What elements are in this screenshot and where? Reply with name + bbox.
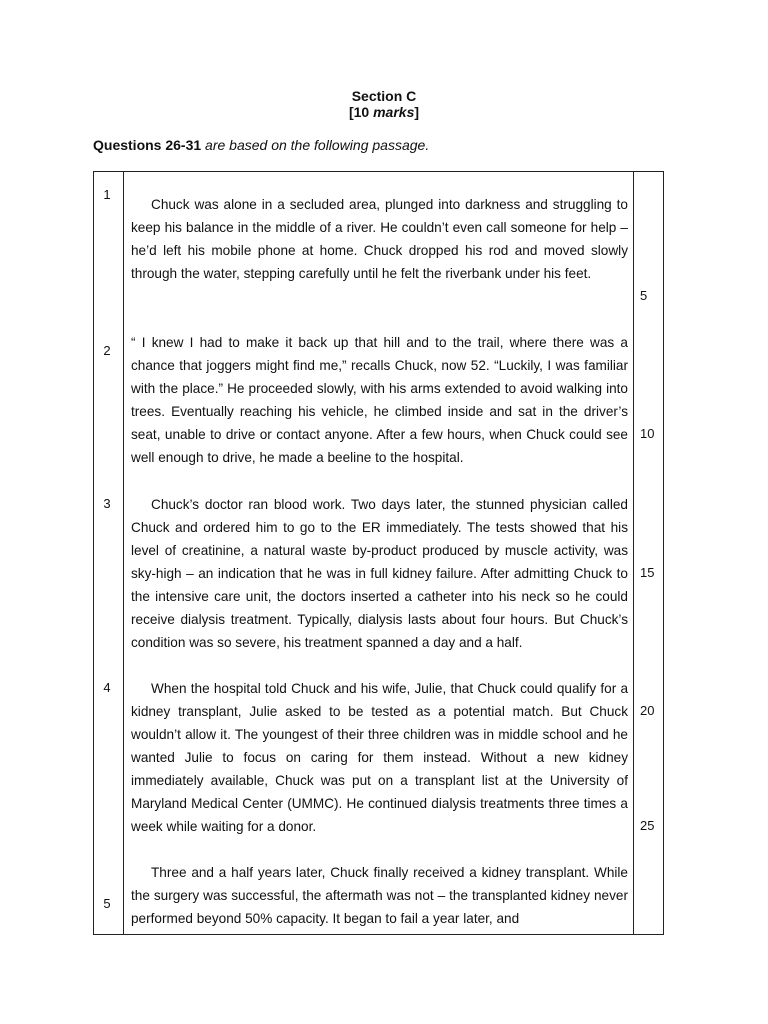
questions-range: Questions 26-31 — [93, 137, 202, 153]
passage-paragraph — [131, 193, 628, 285]
paragraph-text: Three and a half years later, Chuck finally received a kidney transplant. While the surgery was successful, the aftermath was not – the transplanted kidney never performed beyond 50% capacity. It began to fail a year later, and — [131, 865, 628, 926]
line-number: 10 — [640, 426, 655, 441]
paragraph-number: 1 — [103, 187, 111, 202]
line-number: 15 — [640, 565, 655, 580]
paragraph-number: 4 — [103, 680, 111, 695]
paragraph-text: When the hospital told Chuck and his wife, Julie, that Chuck could qualify for a kidney transplant, Julie asked to be tested as a potential match. But Chuck wouldn’t allow it. The youngest of their three children was in middle school and he wanted Julie to focus on caring for them instead. Without a new kidney immediately available, Chuck was put on a transplant list at the University of Maryland Medical Center (UMMC). He continued dialysis treatments three times a week while waiting for a donor. — [131, 681, 628, 834]
paragraph-text: “ I knew I had to make it back up that hill and to the trail, where there was a chance that joggers might find me,” recalls Chuck, now 52. “Luckily, I was familiar with the place.” He proceeded slowly, with his arms extended to avoid walking into trees. Eventually reaching his vehicle, he climbed inside and sat in the driver’s seat, unable to drive or contact anyone. After a few hours, when Chuck could see well enough to drive, he made a beeline to the hospital. — [131, 335, 628, 465]
line-number: 5 — [640, 288, 648, 303]
left-column-divider — [123, 171, 124, 935]
passage-paragraph — [131, 677, 628, 838]
line-number: 25 — [640, 818, 655, 833]
passage-paragraph — [131, 861, 628, 930]
marks-close: ] — [414, 104, 420, 120]
right-column-divider — [633, 171, 634, 935]
marks-line — [0, 104, 768, 121]
questions-intro — [93, 137, 429, 154]
questions-description: are based on the following passage. — [201, 137, 430, 153]
marks-open: [10 — [348, 104, 374, 120]
paragraph-text: Chuck’s doctor ran blood work. Two days later, the stunned physician called Chuck and ordered him to go to the ER immediately. The tests showed that his level of creatinine, a natural waste by-product produced by muscle activity, was sky-high – an indication that he was in full kidney failure. After admitting Chuck to the intensive care unit, the doctors inserted a catheter into his neck so he could receive dialysis treatment. Typically, dialysis lasts about four hours. But Chuck’s condition was so severe, his treatment spanned a day and a half. — [131, 497, 628, 650]
marks-word: marks — [373, 104, 415, 120]
passage-paragraph — [131, 493, 628, 654]
paragraph-text: Chuck was alone in a secluded area, plunged into darkness and struggling to keep his balance in the middle of a river. He couldn’t even call someone for help – he’d left his mobile phone at home. Chuck dropped his rod and moved slowly through the water, stepping carefully until he felt the riverbank under his feet. — [131, 197, 628, 281]
line-number: 20 — [640, 703, 655, 718]
section-title: Section C — [351, 88, 417, 104]
paragraph-number: 3 — [103, 496, 111, 511]
passage-paragraph — [131, 331, 628, 469]
paragraph-number: 2 — [103, 343, 111, 358]
paragraph-number: 5 — [103, 896, 111, 911]
